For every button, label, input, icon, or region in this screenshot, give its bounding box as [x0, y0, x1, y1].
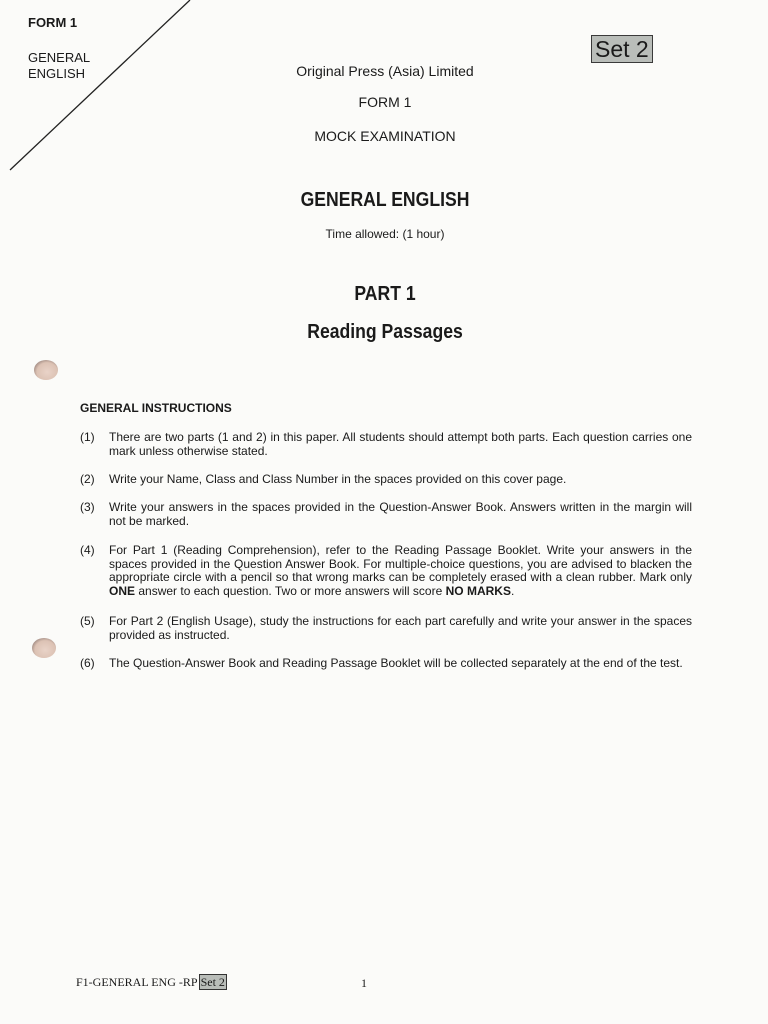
form-level: FORM 1 [358, 94, 412, 110]
part-title: Reading Passages [307, 321, 463, 343]
part-heading: PART 1 [354, 283, 416, 305]
time-allowed: Time allowed: (1 hour) [325, 227, 445, 241]
instruction-number: (2) [80, 472, 95, 486]
instruction-text-part: . [510, 583, 515, 598]
emphasis-one: ONE [109, 583, 136, 598]
instruction-number: (5) [80, 614, 95, 628]
instruction-text: The Question-Answer Book and Reading Passage Booklet will be collected separately at the end of the test. [109, 656, 683, 670]
instruction-number: (1) [80, 430, 95, 444]
instruction-text-part: For Part 1 (Reading Comprehension), refer to the Reading Passage Booklet. Write your answers in the spaces provided in the Question Answer Book. For multiple-choice questions, you are advised to blacken the appropriate circle with a pencil so that wrong marks can be completely erased with a clean rubber. Mark only [109, 543, 692, 584]
subject-label-line1: GENERAL [28, 50, 91, 65]
footer-code-text: F1-GENERAL ENG -RP [76, 975, 198, 989]
instruction-item [80, 657, 692, 671]
form-label: FORM 1 [28, 15, 78, 30]
instruction-item [80, 501, 692, 528]
publisher-name: Original Press (Asia) Limited [296, 63, 474, 79]
page-number: 1 [361, 976, 367, 990]
instruction-number: (6) [80, 656, 95, 670]
instruction-text [109, 544, 692, 598]
instruction-text: For Part 2 (English Usage), study the instructions for each part carefully and write your answer in the spaces provided as instructed. [109, 614, 692, 642]
subject-title: GENERAL ENGLISH [300, 189, 470, 211]
instruction-item [80, 615, 692, 642]
set-badge: Set 2 [591, 35, 653, 63]
instruction-text-part: answer to each question. Two or more answers will score [135, 583, 446, 598]
exam-type: MOCK EXAMINATION [314, 128, 456, 144]
instruction-item [80, 431, 692, 458]
instruction-text: Write your answers in the spaces provided in the Question-Answer Book. Answers written in the margin will not be marked. [109, 500, 692, 528]
footer-code [76, 975, 227, 990]
instruction-item [80, 544, 692, 598]
subject-label-line2: ENGLISH [28, 66, 86, 81]
instruction-text: Write your Name, Class and Class Number in the spaces provided on this cover page. [109, 472, 567, 486]
emphasis-no-marks: NO MARKS [445, 583, 511, 598]
instruction-text: There are two parts (1 and 2) in this paper. All students should attempt both parts. Each question carries one mark unless otherwise stated. [109, 430, 692, 458]
punch-hole [34, 360, 58, 380]
instruction-item [80, 473, 692, 487]
punch-hole [32, 638, 56, 658]
instructions-heading: GENERAL INSTRUCTIONS [80, 401, 232, 415]
footer-set-badge: Set 2 [200, 975, 225, 989]
instruction-number: (3) [80, 500, 95, 514]
instruction-number: (4) [80, 543, 95, 557]
